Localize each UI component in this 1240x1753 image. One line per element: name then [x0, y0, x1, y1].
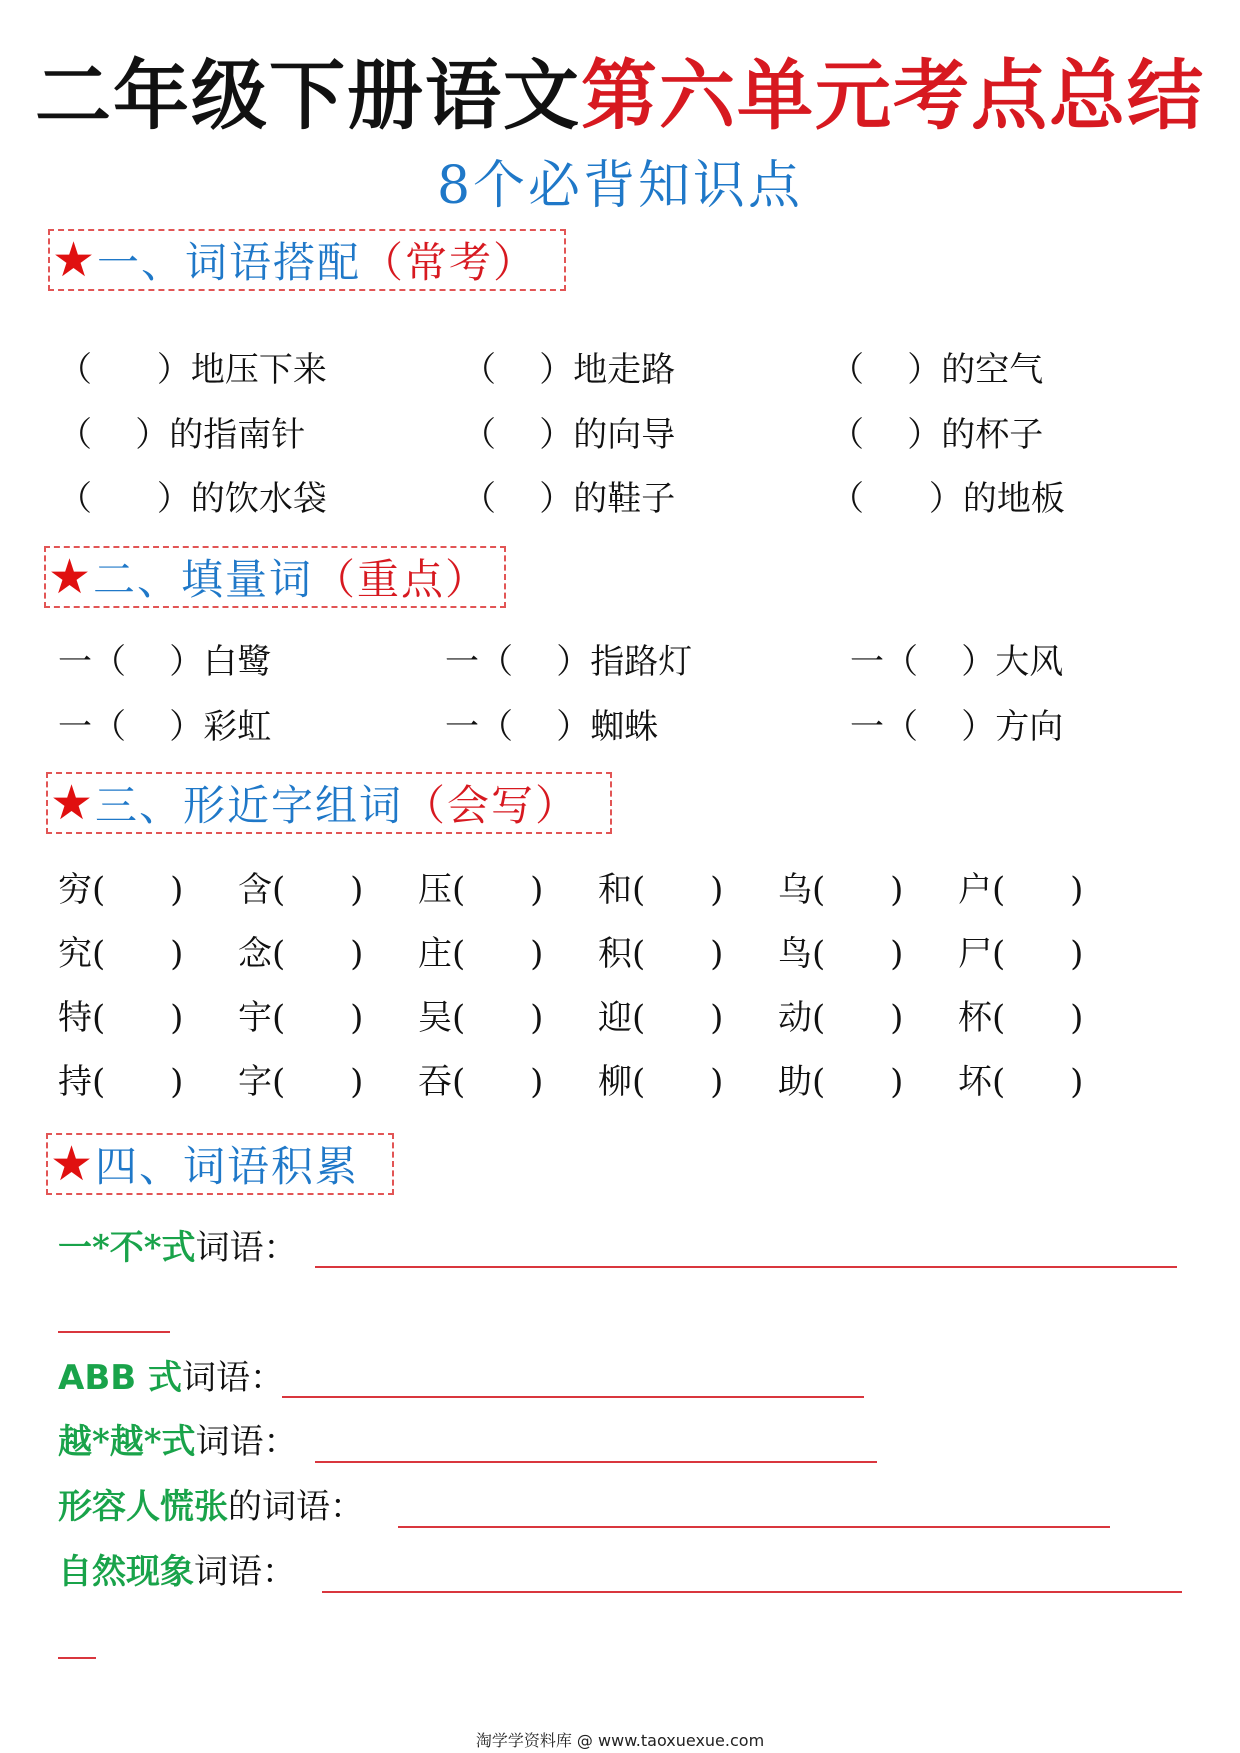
answer-blank[interactable]: ( ): [452, 934, 544, 974]
collocation-item: （ ）地走路: [462, 350, 676, 390]
similar-char: 动: [778, 998, 812, 1038]
answer-blank[interactable]: ( ): [992, 998, 1084, 1038]
star-icon: ★: [52, 232, 96, 288]
accumulation-prompt: [58, 1228, 298, 1268]
similar-char: 鸟: [778, 934, 812, 974]
answer-blank[interactable]: ( ): [812, 870, 904, 910]
accumulation-type: ABB 式: [58, 1358, 182, 1398]
similar-char-item: [778, 998, 904, 1038]
answer-blank[interactable]: ( ): [92, 998, 184, 1038]
similar-char: 字: [238, 1062, 272, 1102]
measure-item: 一（ ）方向: [850, 707, 1064, 747]
section-heading-tag: （会写）: [403, 781, 580, 830]
measure-item: 一（ ）蜘蛛: [445, 707, 659, 747]
section-heading-label: 二、填量词: [93, 555, 314, 604]
answer-line[interactable]: [398, 1526, 1110, 1528]
page-title: [0, 51, 1240, 140]
collocation-item: （ ）的饮水袋: [58, 479, 327, 519]
similar-char-item: [58, 934, 184, 974]
similar-char: 柳: [598, 1062, 632, 1102]
accumulation-type: 自然现象: [58, 1552, 194, 1592]
similar-char-item: [958, 1062, 1084, 1102]
similar-char-item: [778, 934, 904, 974]
similar-char: 庄: [418, 934, 452, 974]
answer-blank[interactable]: ( ): [272, 998, 364, 1038]
similar-char-item: [238, 998, 364, 1038]
answer-blank[interactable]: ( ): [632, 1062, 724, 1102]
answer-line[interactable]: [315, 1266, 1177, 1268]
similar-char-item: [958, 998, 1084, 1038]
accumulation-prompt: [58, 1358, 284, 1398]
accumulation-suffix: 词语：: [195, 1228, 298, 1268]
answer-line[interactable]: [58, 1331, 170, 1333]
similar-char-item: [418, 934, 544, 974]
similar-char: 吞: [418, 1062, 452, 1102]
collocation-item: （ ）的鞋子: [462, 479, 676, 519]
answer-line[interactable]: [322, 1591, 1182, 1593]
collocation-item: （ ）的杯子: [830, 415, 1044, 455]
accumulation-prompt: [58, 1552, 296, 1592]
similar-char: 含: [238, 870, 272, 910]
similar-char-item: [58, 1062, 184, 1102]
similar-char-item: [238, 1062, 364, 1102]
similar-char: 特: [58, 998, 92, 1038]
collocation-item: （ ）的空气: [830, 350, 1044, 390]
similar-char: 持: [58, 1062, 92, 1102]
answer-blank[interactable]: ( ): [992, 870, 1084, 910]
accumulation-type: 一*不*式: [58, 1228, 196, 1268]
similar-char: 吴: [418, 998, 452, 1038]
accumulation-suffix: 词语：: [195, 1422, 298, 1462]
answer-blank[interactable]: ( ): [272, 934, 364, 974]
answer-blank[interactable]: ( ): [812, 934, 904, 974]
answer-blank[interactable]: ( ): [272, 870, 364, 910]
similar-char: 户: [958, 870, 992, 910]
accumulation-prompt: [58, 1422, 298, 1462]
similar-char-item: [598, 998, 724, 1038]
answer-blank[interactable]: ( ): [452, 870, 544, 910]
section-heading-label: 四、词语积累: [95, 1142, 360, 1191]
similar-char-item: [958, 934, 1084, 974]
similar-char: 助: [778, 1062, 812, 1102]
similar-char: 究: [58, 934, 92, 974]
similar-char-item: [778, 1062, 904, 1102]
similar-char-item: [238, 870, 364, 910]
similar-char: 穷: [58, 870, 92, 910]
similar-char-item: [418, 998, 544, 1038]
star-icon: ★: [48, 549, 92, 605]
collocation-item: （ ）地压下来: [58, 350, 327, 390]
section-heading-3: [46, 772, 612, 834]
similar-char: 坏: [958, 1062, 992, 1102]
similar-char-item: [598, 1062, 724, 1102]
answer-line[interactable]: [315, 1461, 877, 1463]
section-heading-tag: （重点）: [313, 555, 490, 604]
similar-char: 宇: [238, 998, 272, 1038]
answer-blank[interactable]: ( ): [812, 1062, 904, 1102]
similar-char-item: [598, 870, 724, 910]
similar-char-item: [238, 934, 364, 974]
answer-line[interactable]: [58, 1657, 96, 1659]
measure-item: 一（ ）大风: [850, 642, 1064, 682]
similar-char-item: [778, 870, 904, 910]
measure-item: 一（ ）白鹭: [58, 642, 272, 682]
answer-blank[interactable]: ( ): [272, 1062, 364, 1102]
measure-item: 一（ ）彩虹: [58, 707, 272, 747]
page-subtitle: 8个必背知识点: [436, 156, 804, 216]
answer-blank[interactable]: ( ): [812, 998, 904, 1038]
star-icon: ★: [50, 775, 94, 831]
similar-char-item: [58, 998, 184, 1038]
footer-watermark: 淘学学资料库 @ www.taoxuexue.com: [475, 1731, 765, 1750]
collocation-item: （ ）的指南针: [58, 415, 306, 455]
answer-blank[interactable]: ( ): [92, 1062, 184, 1102]
answer-blank[interactable]: ( ): [452, 998, 544, 1038]
similar-char: 念: [238, 934, 272, 974]
similar-char-item: [598, 934, 724, 974]
accumulation-suffix: 词语：: [181, 1358, 284, 1398]
collocation-item: （ ）的地板: [830, 479, 1065, 519]
section-heading-tag: （常考）: [361, 238, 538, 287]
answer-blank[interactable]: ( ): [632, 998, 724, 1038]
title-part-red: 第六单元考点总结: [581, 51, 1205, 140]
similar-char: 和: [598, 870, 632, 910]
section-heading-label: 三、形近字组词: [95, 781, 404, 830]
answer-blank[interactable]: ( ): [992, 934, 1084, 974]
accumulation-suffix: 词语：: [194, 1552, 296, 1592]
section-heading-4: [46, 1133, 394, 1195]
answer-blank[interactable]: ( ): [92, 934, 184, 974]
collocation-item: （ ）的向导: [462, 415, 676, 455]
similar-char: 杯: [958, 998, 992, 1038]
similar-char-item: [58, 870, 184, 910]
answer-line[interactable]: [282, 1396, 864, 1398]
similar-char-item: [958, 870, 1084, 910]
section-heading-label: 一、词语搭配: [97, 238, 362, 287]
similar-char: 乌: [778, 870, 812, 910]
similar-char: 尸: [958, 934, 992, 974]
similar-char-item: [418, 1062, 544, 1102]
similar-char: 积: [598, 934, 632, 974]
measure-item: 一（ ）指路灯: [445, 642, 693, 682]
title-part-black: 二年级下册语文: [35, 51, 581, 140]
similar-char: 压: [418, 870, 452, 910]
star-icon: ★: [50, 1136, 94, 1192]
answer-blank[interactable]: ( ): [632, 934, 724, 974]
answer-blank[interactable]: ( ): [992, 1062, 1084, 1102]
answer-blank[interactable]: ( ): [452, 1062, 544, 1102]
accumulation-prompt: [58, 1487, 364, 1527]
answer-blank[interactable]: ( ): [92, 870, 184, 910]
similar-char: 迎: [598, 998, 632, 1038]
accumulation-type: 形容人慌张: [58, 1487, 228, 1527]
similar-char-item: [418, 870, 544, 910]
answer-blank[interactable]: ( ): [632, 870, 724, 910]
accumulation-type: 越*越*式: [58, 1422, 196, 1462]
accumulation-suffix: 的词语：: [228, 1487, 364, 1527]
section-heading-2: [44, 546, 506, 608]
section-heading-1: [48, 229, 566, 291]
